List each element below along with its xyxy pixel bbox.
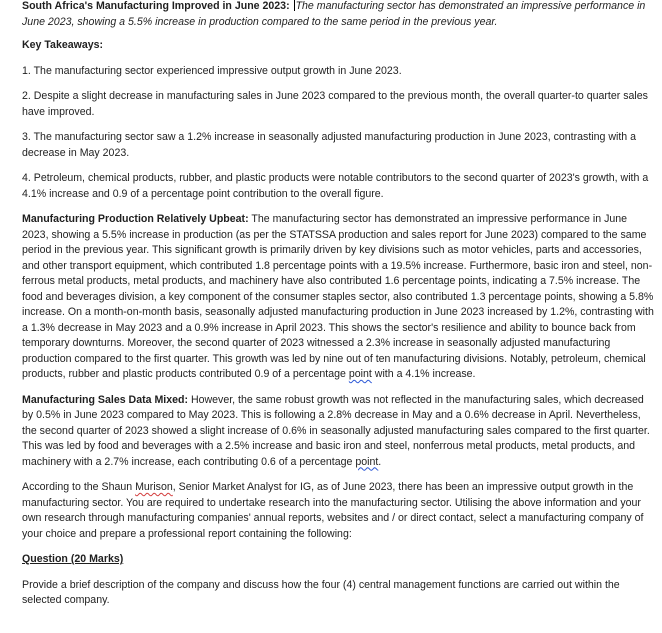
question-heading: Question (20 Marks) — [22, 553, 124, 565]
production-heading: Manufacturing Production Relatively Upbeat: — [22, 213, 249, 225]
sales-body-end: . — [378, 455, 382, 468]
intro-summary: The manufacturing sector has demonstrated an impressive performance in June 2023, showing a 5.5% increase in production compared to the same period in the previous year. — [22, 0, 646, 28]
takeaway-item-1: 1. The manufacturing sector experienced impressive output growth in June 2023. — [22, 64, 402, 77]
production-body-end: with a 4.1% increase. — [371, 368, 476, 380]
takeaway-item-4: 4. Petroleum, chemical products, rubber, and plastic products were notable contributors to the second quarter of 2023's growth, with a 4.1% increase and 0.9 of a percentage point contribution to the overall figure. — [22, 172, 649, 200]
analyst-text-end: , Senior Market Analyst for IG, as of June 2023, there has been an impressive output growth in the manufacturing sector. You are required to undertake research into the manufacturing sector. Utilising the above information and your own research through manufacturing companies' annual reports, websites and / or direct contact, select a manufacturing company of your choice and prepare a professional report containing the following: — [22, 481, 644, 540]
production-body: The manufacturing sector has demonstrated an impressive performance in June 2023, showing a 5.5% increase in production (as per the STATSSA production and sales report for June 2023) compared to the same period in the previous year. This significant growth is primarily driven by key divisions such as motor vehicles, parts and accessories, and other transport equipment, which contributed 1.8 percentage points with a 19.5% increase. Furthermore, basic iron and steel, non-ferrous metal products, metal products, and machinery have also contributed 1.6 percentage points, indicating a 7.5% increase. The food and beverages division, a key component of the consumer staples sector, also contributed 1.3 percentage points, showing a 5.8% increase. On a month-on-month basis, seasonally adjusted manufacturing production in June 2023 increased by 1.2%, contrasting with a 1.3% decrease in May 2023 and a 0.9% increase in April 2023. This shows the sector's resilience and ability to bounce back from temporary downturns. Moreover, the second quarter of 2023 witnessed a 2.3% increase in seasonally adjusted manufacturing production compared to the first quarter. This growth was led by nine out of ten manufacturing divisions. Notably, petroleum, chemical products, rubber and plastic products contributed 0.9 of a percentage — [22, 213, 654, 380]
grammar-flag-point[interactable]: point — [355, 455, 379, 468]
sales-paragraph — [22, 393, 654, 471]
sales-heading: Manufacturing Sales Data Mixed: — [22, 393, 189, 406]
analyst-text-start: According to the Shaun — [22, 481, 136, 493]
takeaway-item-2: 2. Despite a slight decrease in manufacturing sales in June 2023 compared to the previous month, the overall quarter-to quarter sales have improved. — [22, 90, 648, 118]
question-text: Provide a brief description of the company and discuss how the four (4) central management functions are carried out within the selected company. — [22, 578, 620, 606]
production-paragraph — [22, 212, 654, 383]
spelling-flag-murison[interactable]: Murison — [135, 481, 173, 493]
intro-heading: South Africa's Manufacturing Improved in June 2023: — [22, 0, 290, 12]
text-cursor — [294, 0, 295, 11]
key-takeaways-heading: Key Takeaways: — [22, 39, 104, 51]
sales-body: However, the same robust growth was not reflected in the manufacturing sales, which decreased by 0.5% in June 2023 compared to May 2023. This is following a 2.8% decrease in May and a 0.6% decrease in April. Nevertheless, the second quarter of 2023 showed a slight increase of 0.6% in seasonally adjusted manufacturing sales compared to the first quarter. This was led by food and beverages with a 2.5% increase and basic iron and steel, nonferrous metal products, metal products, and machinery with a 2.7% increase, each contributing 0.6 of a percentage — [22, 393, 650, 468]
analyst-paragraph — [22, 480, 654, 542]
intro-paragraph — [22, 0, 654, 30]
takeaway-item-3: 3. The manufacturing sector saw a 1.2% increase in seasonally adjusted manufacturing production in June 2023, contrasting with a decrease in May 2023. — [22, 131, 637, 159]
grammar-flag-point[interactable]: point — [348, 368, 372, 380]
